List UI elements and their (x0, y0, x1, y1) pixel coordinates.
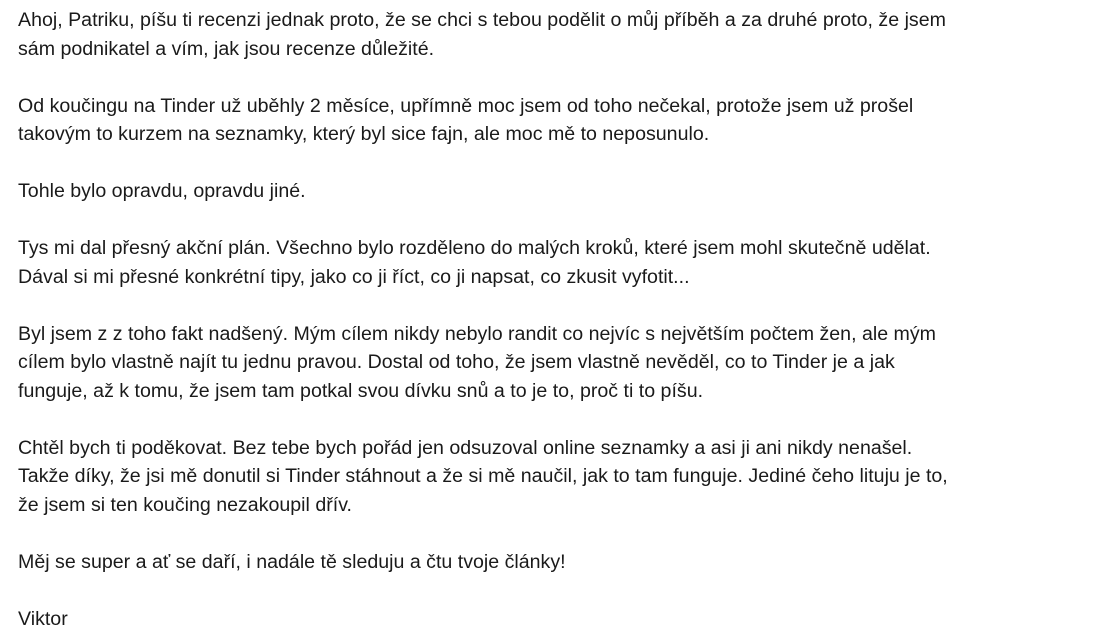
text-line: takovým to kurzem na seznamky, který byl sice fajn, ale moc mě to neposunulo. (18, 123, 710, 145)
text-line: funguje, až k tomu, že jsem tam potkal svou dívku snů a to je to, proč ti to píšu. (18, 379, 704, 402)
paragraph-closing (18, 548, 1108, 577)
paragraph-background (18, 92, 1108, 149)
paragraph-outcome (18, 320, 1108, 406)
paragraph-thanks (18, 434, 1108, 520)
text-line: Měj se super a ať se daří, i nadále tě sleduju a čtu tvoje články! (18, 550, 566, 573)
text-line: Byl jsem z z toho fakt nadšený. Mým cílem nikdy nebylo randit co nejvíc s největším počtem žen, ale mým (18, 322, 936, 345)
text-line: cílem bylo vlastně najít tu jednu pravou. Dostal od toho, že jsem vlastně nevěděl, co to Tinder je a jak (18, 351, 895, 373)
text-line: Ahoj, Patriku, píšu ti recenzi jednak proto, že se chci s tebou podělit o můj příběh a za druhé proto, že jsem (18, 9, 946, 31)
text-line: Chtěl bych ti poděkovat. Bez tebe bych pořád jen odsuzoval online seznamky a asi ji ani nikdy nenašel. (18, 436, 913, 459)
signature: Viktor (18, 607, 68, 630)
text-line: sám podnikatel a vím, jak jsou recenze důležité. (18, 37, 435, 60)
paragraph-greeting (18, 6, 1108, 63)
text-line: že jsem si ten koučing nezakoupil dřív. (18, 493, 352, 516)
text-line: Od koučingu na Tinder už uběhly 2 měsíce, upřímně moc jsem od toho nečekal, protože jsem už prošel (18, 94, 914, 117)
text-line: Tohle bylo opravdu, opravdu jiné. (18, 180, 306, 202)
text-line: Dával si mi přesné konkrétní tipy, jako co ji říct, co ji napsat, co zkusit vyfotit... (18, 265, 690, 288)
text-line: Takže díky, že jsi mě donutil si Tinder stáhnout a že si mě naučil, jak to tam funguje. Jediné čeho lituju je to, (18, 465, 948, 487)
paragraph-difference (18, 177, 1108, 206)
paragraph-action-plan (18, 234, 1108, 291)
text-line: Tys mi dal přesný akční plán. Všechno bylo rozděleno do malých kroků, které jsem mohl skutečně udělat. (18, 237, 931, 259)
